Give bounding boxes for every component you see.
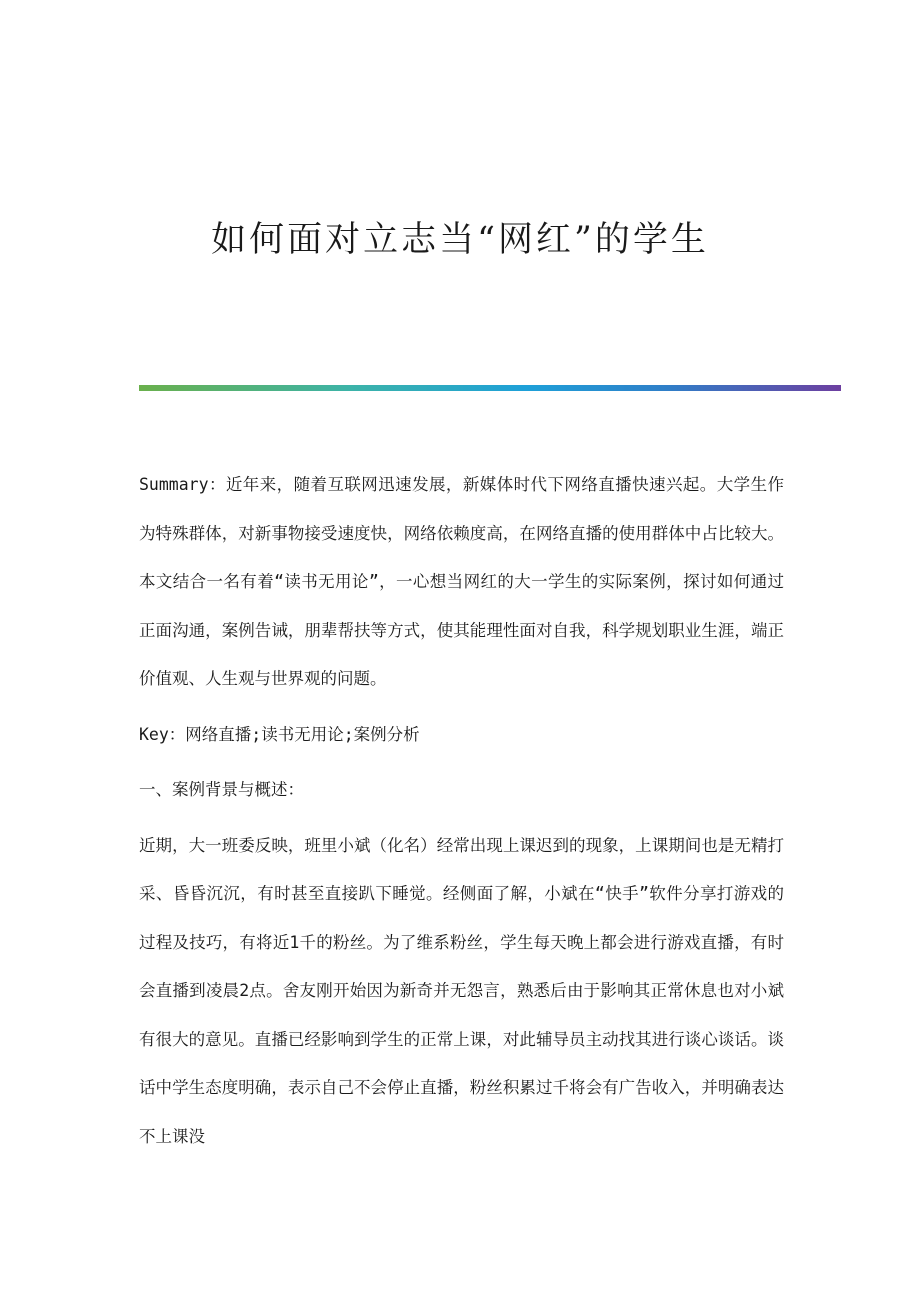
document-body	[139, 461, 784, 1168]
document-title: 如何面对立志当“网红”的学生	[211, 220, 709, 260]
summary-paragraph: Summary：近年来，随着互联网迅速发展，新媒体时代下网络直播快速兴起。大学生作为特殊群体，对新事物接受速度快，网络依赖度高，在网络直播的使用群体中占比较大。本文结合一名有着“读书无用论”，一心想当网红的大一学生的实际案例，探讨如何通过正面沟通，案例告诫，朋辈帮扶等方式，使其能理性面对自我，科学规划职业生涯，端正价值观、人生观与世界观的问题。	[139, 475, 784, 688]
section-heading: 一、案例背景与概述：	[139, 780, 304, 799]
keywords-line: Key：网络直播;读书无用论;案例分析	[139, 724, 420, 744]
case-paragraph: 近期，大一班委反映，班里小斌（化名）经常出现上课迟到的现象，上课期间也是无精打采、昏昏沉沉，有时甚至直接趴下睡觉。经侧面了解，小斌在“快手”软件分享打游戏的过程及技巧，有将近1千的粉丝。为了维系粉丝，学生每天晚上都会进行游戏直播，有时会直播到凌晨2点。舍友刚开始因为新奇并无怨言，熟悉后由于影响其正常休息也对小斌有很大的意见。直播已经影响到学生的正常上课，对此辅导员主动找其进行谈心谈话。谈话中学生态度明确，表示自己不会停止直播，粉丝积累过千将会有广告收入，并明确表达不上课没	[139, 835, 784, 1146]
gradient-divider	[139, 385, 841, 391]
